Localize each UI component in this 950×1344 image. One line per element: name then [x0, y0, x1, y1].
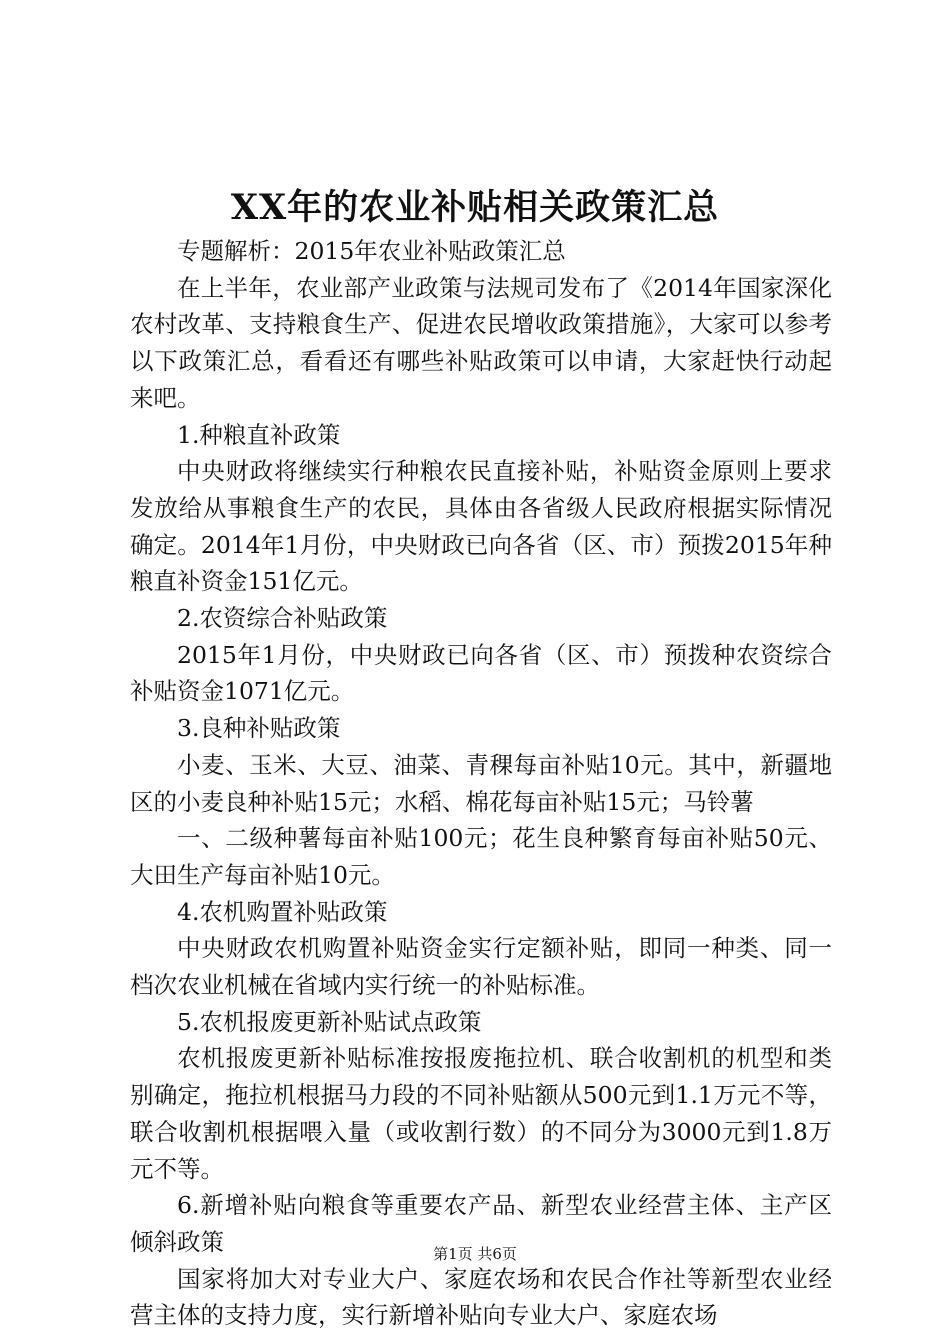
paragraph-section-2: 2015年1月份，中央财政已向各省（区、市）预拨种农资综合补贴资金1071亿元。 [130, 640, 832, 706]
section-heading-5: 5.农机报废更新补贴试点政策 [177, 1007, 482, 1036]
section-heading-6: 6.新增补贴向粮食等重要农产品、新型农业经营主体、主产区倾斜政策 [130, 1191, 832, 1256]
paragraph-subject: 专题解析：2015年农业补贴政策汇总 [177, 237, 566, 265]
paragraph-section-3a: 小麦、玉米、大豆、油菜、青稞每亩补贴10元。其中，新疆地区的小麦良种补贴15元；水稻、棉花每亩补贴15元；马铃薯 [130, 750, 832, 816]
paragraph-section-1: 中央财政将继续实行种粮农民直接补贴，补贴资金原则上要求发放给从事粮食生产的农民，具体由各省级人民政府根据实际情况确定。2014年1月份，中央财政已向各省（区、市）预拨2015年种粮直补资金151亿元。 [130, 457, 832, 596]
document-body [130, 233, 832, 1334]
page-footer: 第1页 共6页 [433, 1245, 517, 1263]
paragraph-section-5: 农机报废更新补贴标准按报废拖拉机、联合收割机的机型和类别确定，拖拉机根据马力段的不同补贴额从500元到1.1万元不等，联合收割机根据喂入量（或收割行数）的不同分为3000元到1.8万元不等。 [130, 1044, 832, 1183]
section-heading-1: 1.种粮直补政策 [177, 420, 341, 449]
section-heading-2: 2.农资综合补贴政策 [177, 604, 388, 633]
section-heading-3: 3.良种补贴政策 [177, 714, 341, 743]
paragraph-section-3b: 一、二级种薯每亩补贴100元；花生良种繁育每亩补贴50元、大田生产每亩补贴10元。 [130, 824, 832, 889]
section-heading-4: 4.农机购置补贴政策 [177, 897, 388, 926]
paragraph-section-6: 国家将加大对专业大户、家庭农场和农民合作社等新型农业经营主体的支持力度，实行新增补贴向专业大户、家庭农场 [130, 1264, 832, 1330]
paragraph-section-4: 中央财政农机购置补贴资金实行定额补贴，即同一种类、同一档次农业机械在省域内实行统一的补贴标准。 [130, 934, 832, 1000]
paragraph-intro: 在上半年，农业部产业政策与法规司发布了《2014年国家深化农村改革、支持粮食生产、促进农民增收政策措施》，大家可以参考以下政策汇总，看看还有哪些补贴政策可以申请，大家赶快行动起来吧。 [130, 273, 832, 412]
document-title: XX年的农业补贴相关政策汇总 [230, 187, 720, 228]
